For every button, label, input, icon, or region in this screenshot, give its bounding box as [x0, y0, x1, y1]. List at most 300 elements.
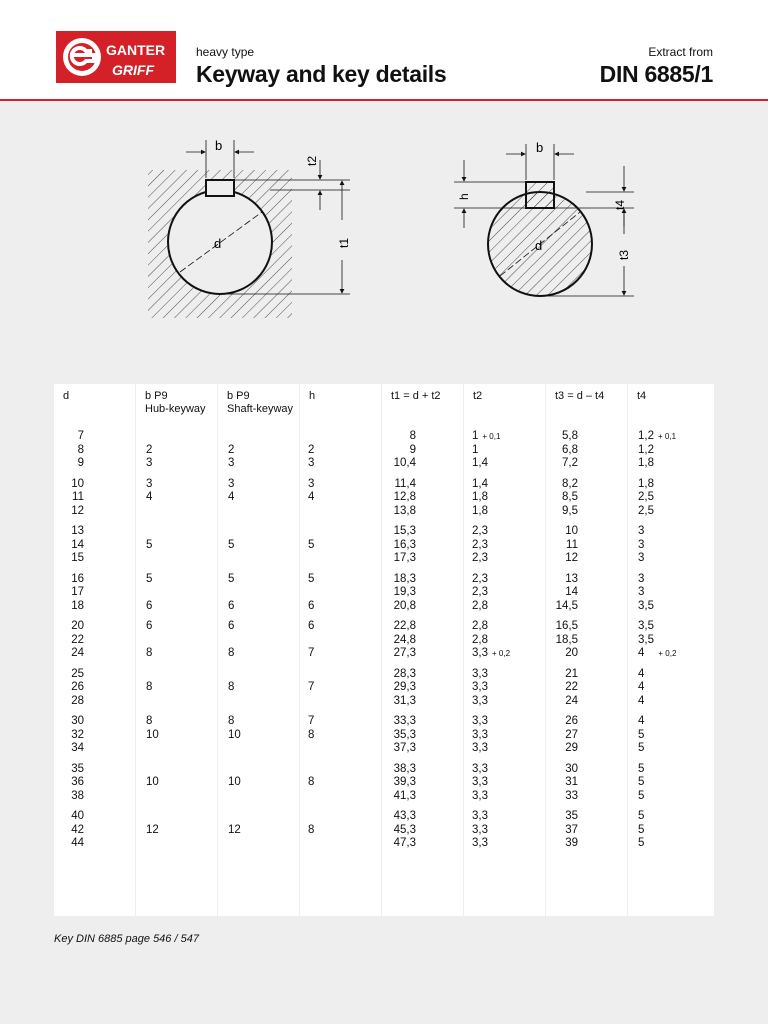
- table-cell: [300, 552, 381, 566]
- table-cell: 4: [146, 491, 153, 503]
- row-group: [300, 430, 381, 471]
- table-cell: 24,8: [393, 633, 416, 646]
- header-t3: t3 = d – t4: [555, 390, 605, 402]
- row-group: [136, 763, 217, 804]
- row-group: [300, 620, 381, 661]
- table-cell: 8: [409, 430, 416, 442]
- table-cell: 3,5: [638, 633, 654, 646]
- table-cell: 3: [638, 525, 645, 537]
- table-cell: [218, 790, 299, 804]
- table-cell: 32: [71, 728, 84, 741]
- table-cell: 2,5: [638, 491, 654, 503]
- table-cell: [300, 505, 381, 519]
- table-cell: 3,3: [472, 667, 488, 680]
- table-cell: [136, 695, 217, 709]
- row-group: [382, 478, 463, 519]
- table-cell: 10,4: [393, 457, 416, 469]
- table-cell: 6: [308, 620, 315, 632]
- table-cell: [218, 837, 299, 851]
- table-cell: 13: [565, 572, 578, 585]
- table-cell: 16,5: [555, 620, 578, 632]
- row-group: [218, 810, 299, 851]
- table-cell: 1,8: [638, 477, 654, 490]
- hub-b-label: b: [215, 138, 223, 153]
- logo-text-bottom: GRIFF: [112, 62, 154, 78]
- table-cell: 2,5: [638, 504, 654, 517]
- row-group: [136, 810, 217, 851]
- table-cell: 17: [71, 586, 84, 598]
- row-group: [464, 573, 545, 614]
- table-cell: [218, 552, 299, 566]
- table-cell: 4 + 0,2: [638, 647, 677, 659]
- row-group: [218, 573, 299, 614]
- table-cell: 8: [228, 681, 235, 693]
- logo-text-top: GANTER: [106, 42, 166, 58]
- row-group: [136, 478, 217, 519]
- row-group: [218, 763, 299, 804]
- table-cell: 4: [228, 491, 235, 503]
- table-cell: [218, 634, 299, 648]
- table-cell: 8: [146, 681, 153, 693]
- table-cell: 2,8: [472, 599, 488, 612]
- header-rule: [0, 99, 768, 101]
- table-cell: 3: [638, 572, 645, 585]
- table-cell: 27,3: [393, 647, 416, 659]
- table-cell: 10: [146, 728, 159, 741]
- row-group: [300, 668, 381, 709]
- row-group: [546, 715, 627, 756]
- row-group: [382, 668, 463, 709]
- row-group: [300, 573, 381, 614]
- row-group: [546, 525, 627, 566]
- table-cell: 11,4: [394, 477, 416, 490]
- table-cell: 1,4: [472, 457, 488, 469]
- table-cell: 31,3: [393, 694, 416, 707]
- table-cell: 35: [565, 810, 578, 822]
- table-cell: 3: [638, 538, 645, 551]
- table-cell: 1,2 + 0,1: [638, 430, 677, 442]
- table-cell: 8,2: [562, 477, 578, 490]
- tolerance-label: + 0,1: [658, 432, 677, 441]
- table-cell: 6,8: [562, 443, 578, 456]
- table-cell: [136, 586, 217, 600]
- table-cell: [218, 430, 299, 444]
- table-cell: 15,3: [393, 525, 416, 537]
- row-group: [218, 620, 299, 661]
- table-cell: 38: [71, 789, 84, 802]
- shaft-t4-label: t4: [613, 199, 627, 210]
- table-cell: 30: [71, 715, 84, 727]
- row-group: [136, 715, 217, 756]
- row-group: [628, 525, 714, 566]
- table-cell: [218, 586, 299, 600]
- table-cell: 1,2: [638, 443, 654, 456]
- tolerance-label: + 0,2: [492, 649, 511, 658]
- table-cell: [136, 742, 217, 756]
- table-cell: [218, 742, 299, 756]
- table-cell: 28,3: [393, 667, 416, 680]
- row-group: [54, 763, 135, 804]
- table-cell: [136, 810, 217, 824]
- table-cell: 26: [71, 681, 84, 693]
- header-t4: t4: [637, 390, 647, 402]
- table-cell: 45,3: [393, 823, 416, 836]
- table-cell: 11: [566, 538, 578, 551]
- table-cell: 5: [308, 572, 315, 585]
- table-cell: 5: [146, 538, 153, 551]
- table-cell: 14: [71, 538, 84, 551]
- table-cell: 7: [77, 430, 84, 442]
- shaft-b-label: b: [536, 140, 544, 155]
- table-cell: 6: [308, 599, 315, 612]
- table-cell: 3,3: [472, 776, 488, 788]
- table-cell: 40: [71, 810, 84, 822]
- table-cell: 24: [565, 694, 578, 707]
- table-cell: 22: [565, 681, 578, 693]
- table-cell: 8: [308, 728, 315, 741]
- row-group: [628, 810, 714, 851]
- row-group: [546, 668, 627, 709]
- keyway-drawing: [0, 130, 768, 330]
- row-group: [464, 478, 545, 519]
- table-cell: 39: [565, 837, 578, 849]
- row-group: [54, 525, 135, 566]
- table-cell: [218, 668, 299, 682]
- table-cell: 4: [638, 681, 645, 693]
- table-cell: 34: [71, 742, 84, 754]
- table-cell: 2,3: [472, 552, 488, 564]
- row-group: [54, 668, 135, 709]
- row-group: [546, 810, 627, 851]
- row-group: [300, 810, 381, 851]
- row-group: [546, 620, 627, 661]
- table-cell: [300, 810, 381, 824]
- row-group: [218, 478, 299, 519]
- row-group: [136, 668, 217, 709]
- table-cell: 5: [638, 837, 645, 849]
- row-group: [628, 430, 714, 471]
- table-cell: 5: [638, 810, 645, 822]
- table-cell: [218, 810, 299, 824]
- row-group: [382, 430, 463, 471]
- row-group: [628, 620, 714, 661]
- table-cell: 1 + 0,1: [472, 430, 501, 442]
- row-group: [136, 620, 217, 661]
- row-group: [54, 620, 135, 661]
- table-cell: [136, 763, 217, 777]
- table-cell: 3: [228, 477, 235, 490]
- table-cell: 8: [228, 715, 235, 727]
- row-group: [628, 763, 714, 804]
- table-cell: [136, 634, 217, 648]
- row-group: [54, 478, 135, 519]
- row-group: [464, 525, 545, 566]
- row-group: [382, 620, 463, 661]
- table-cell: 36: [71, 776, 84, 788]
- row-group: [300, 715, 381, 756]
- table-cell: [136, 790, 217, 804]
- table-cell: 1: [472, 443, 479, 456]
- row-group: [54, 430, 135, 471]
- table-cell: 14: [565, 586, 578, 598]
- table-cell: [300, 763, 381, 777]
- footer-note: Key DIN 6885 page 546 / 547: [54, 933, 199, 945]
- table-cell: 3,3: [472, 837, 488, 849]
- table-cell: 19,3: [393, 586, 416, 598]
- table-cell: 2: [146, 443, 153, 456]
- subtitle: heavy type: [196, 45, 255, 59]
- table-cell: 47,3: [393, 837, 416, 849]
- table-cell: [218, 763, 299, 777]
- table-cell: 18,3: [393, 572, 416, 585]
- table-cell: 8: [77, 443, 84, 456]
- table-cell: 26: [565, 715, 578, 727]
- table-cell: [136, 668, 217, 682]
- column-b-hub: [136, 384, 217, 916]
- table-cell: 7: [308, 647, 315, 659]
- row-group: [628, 478, 714, 519]
- table-cell: 4: [638, 715, 645, 727]
- table-cell: 15: [71, 552, 84, 564]
- row-group: [464, 430, 545, 471]
- table-cell: 4: [638, 667, 645, 680]
- table-cell: 20: [71, 620, 84, 632]
- row-group: [300, 763, 381, 804]
- row-group: [382, 810, 463, 851]
- keyway-table: [54, 384, 714, 916]
- page-title: Keyway and key details: [196, 61, 447, 87]
- shaft-d-label: d: [535, 238, 543, 253]
- table-cell: 13: [71, 525, 84, 537]
- table-cell: 18,5: [555, 633, 578, 646]
- table-cell: [300, 668, 381, 682]
- table-cell: 3,3: [472, 715, 488, 727]
- table-cell: 2,3: [472, 525, 488, 537]
- row-group: [628, 573, 714, 614]
- column-t4: [628, 384, 714, 916]
- table-cell: 2: [228, 443, 235, 456]
- table-cell: [136, 837, 217, 851]
- row-group: [218, 525, 299, 566]
- table-cell: 10: [146, 776, 159, 788]
- table-cell: 33: [565, 789, 578, 802]
- table-cell: [218, 505, 299, 519]
- table-cell: 10: [71, 477, 84, 490]
- table-cell: 3: [638, 586, 645, 598]
- table-cell: 43,3: [393, 810, 416, 822]
- header-d: d: [63, 390, 70, 402]
- table-cell: [136, 430, 217, 444]
- hub-d-label: d: [214, 236, 222, 251]
- header-b-shaft: b P9 Shaft-keyway: [227, 390, 294, 415]
- table-cell: 5: [228, 538, 235, 551]
- row-group: [464, 668, 545, 709]
- table-cell: 5: [638, 728, 645, 741]
- table-cell: 1,8: [472, 504, 488, 517]
- table-cell: 1,4: [472, 477, 488, 490]
- table-cell: 20: [565, 647, 578, 659]
- hub-drawing: [148, 138, 351, 318]
- table-cell: 16,3: [393, 538, 416, 551]
- table-cell: 3,3 + 0,2: [472, 647, 511, 659]
- table-cell: 3,5: [638, 599, 654, 612]
- row-group: [136, 573, 217, 614]
- table-cell: 21: [565, 667, 578, 680]
- table-cell: 3,3: [472, 762, 488, 775]
- table-cell: 5: [638, 789, 645, 802]
- table-cell: 42: [71, 823, 84, 836]
- hub-t2-label: t2: [305, 155, 319, 166]
- table-cell: 3,3: [472, 789, 488, 802]
- table-cell: 12: [228, 823, 241, 836]
- table-cell: 33,3: [393, 715, 416, 727]
- table-cell: 6: [228, 599, 235, 612]
- table-cell: 5,8: [562, 430, 578, 442]
- table-cell: 14,5: [555, 599, 578, 612]
- table-cell: 31: [565, 776, 578, 788]
- header-t1: t1 = d + t2: [391, 390, 441, 402]
- table-cell: 8,5: [562, 491, 578, 503]
- shaft-drawing: [454, 140, 634, 296]
- table-cell: [300, 837, 381, 851]
- row-group: [464, 763, 545, 804]
- table-cell: 22,8: [393, 620, 416, 632]
- row-group: [628, 715, 714, 756]
- table-cell: 24: [71, 647, 84, 659]
- tolerance-label: + 0,2: [658, 649, 677, 658]
- table-cell: 3: [146, 457, 153, 469]
- table-cell: 8: [228, 647, 235, 659]
- table-cell: 7: [308, 715, 315, 727]
- ganter-griff-logo: [56, 31, 176, 83]
- header-h: h: [309, 390, 316, 402]
- table-cell: [136, 552, 217, 566]
- table-cell: 37,3: [393, 742, 416, 754]
- table-cell: 16: [71, 572, 84, 585]
- table-cell: 2,3: [472, 538, 488, 551]
- table-cell: 10: [228, 728, 241, 741]
- table-cell: 3,3: [472, 810, 488, 822]
- table-cell: 7: [308, 681, 315, 693]
- row-group: [464, 620, 545, 661]
- table-cell: [136, 525, 217, 539]
- table-cell: 6: [228, 620, 235, 632]
- table-cell: 39,3: [393, 776, 416, 788]
- table-cell: 9: [409, 443, 416, 456]
- extract-label: Extract from: [648, 45, 713, 59]
- table-cell: [136, 505, 217, 519]
- standard-number: DIN 6885/1: [599, 61, 713, 87]
- table-cell: 3,3: [472, 728, 488, 741]
- table-cell: [300, 525, 381, 539]
- table-cell: 30: [565, 762, 578, 775]
- column-b-shaft: [218, 384, 299, 916]
- table-cell: 28: [71, 694, 84, 707]
- row-group: [546, 573, 627, 614]
- table-cell: [300, 634, 381, 648]
- table-cell: 18: [71, 599, 84, 612]
- row-group: [382, 763, 463, 804]
- table-cell: 10: [228, 776, 241, 788]
- table-cell: 41,3: [393, 789, 416, 802]
- table-cell: [300, 790, 381, 804]
- table-cell: 17,3: [393, 552, 416, 564]
- table-cell: 3,3: [472, 681, 488, 693]
- row-group: [218, 668, 299, 709]
- row-group: [382, 525, 463, 566]
- table-cell: 6: [146, 599, 153, 612]
- table-cell: 3,3: [472, 742, 488, 754]
- table-cell: 1,8: [472, 491, 488, 503]
- table-cell: 12: [71, 504, 84, 517]
- table-cell: [300, 586, 381, 600]
- table-cell: 5: [638, 776, 645, 788]
- table-cell: [300, 695, 381, 709]
- table-cell: 37: [565, 823, 578, 836]
- table-cell: 5: [638, 762, 645, 775]
- shaft-t3-label: t3: [617, 249, 631, 260]
- table-cell: 5: [308, 538, 315, 551]
- row-group: [54, 810, 135, 851]
- table-cell: 3,3: [472, 823, 488, 836]
- header-t2: t2: [473, 390, 483, 402]
- row-group: [382, 715, 463, 756]
- table-cell: 27: [565, 728, 578, 741]
- table-cell: 35: [71, 762, 84, 775]
- table-cell: 2,8: [472, 620, 488, 632]
- table-cell: 3: [228, 457, 235, 469]
- table-cell: 5: [146, 572, 153, 585]
- table-cell: 1,8: [638, 457, 654, 469]
- table-cell: 3: [308, 457, 315, 469]
- column-d: [54, 384, 135, 916]
- table-cell: 3,3: [472, 694, 488, 707]
- row-group: [136, 525, 217, 566]
- row-group: [218, 430, 299, 471]
- table-cell: 3: [638, 552, 645, 564]
- row-group: [628, 668, 714, 709]
- table-cell: 3: [146, 477, 153, 490]
- row-group: [300, 478, 381, 519]
- row-group: [136, 430, 217, 471]
- row-group: [464, 715, 545, 756]
- row-group: [54, 573, 135, 614]
- table-cell: 11: [72, 491, 84, 503]
- row-group: [464, 810, 545, 851]
- table-cell: 44: [71, 837, 84, 849]
- table-cell: 22: [71, 633, 84, 646]
- table-cell: 2,3: [472, 572, 488, 585]
- table-cell: [218, 695, 299, 709]
- row-group: [218, 715, 299, 756]
- table-cell: 8: [308, 823, 315, 836]
- table-cell: 12: [565, 552, 578, 564]
- header-b-hub: b P9 Hub-keyway: [145, 390, 206, 415]
- column-t3: [546, 384, 627, 916]
- table-cell: 3: [308, 477, 315, 490]
- column-t1: [382, 384, 463, 916]
- table-cell: 38,3: [393, 762, 416, 775]
- table-cell: 9,5: [562, 504, 578, 517]
- table-cell: 6: [146, 620, 153, 632]
- row-group: [382, 573, 463, 614]
- table-cell: 8: [146, 715, 153, 727]
- shaft-h-label: h: [457, 193, 471, 200]
- table-cell: 25: [71, 667, 84, 680]
- table-cell: 13,8: [393, 504, 416, 517]
- table-cell: 8: [308, 776, 315, 788]
- table-cell: 5: [638, 823, 645, 836]
